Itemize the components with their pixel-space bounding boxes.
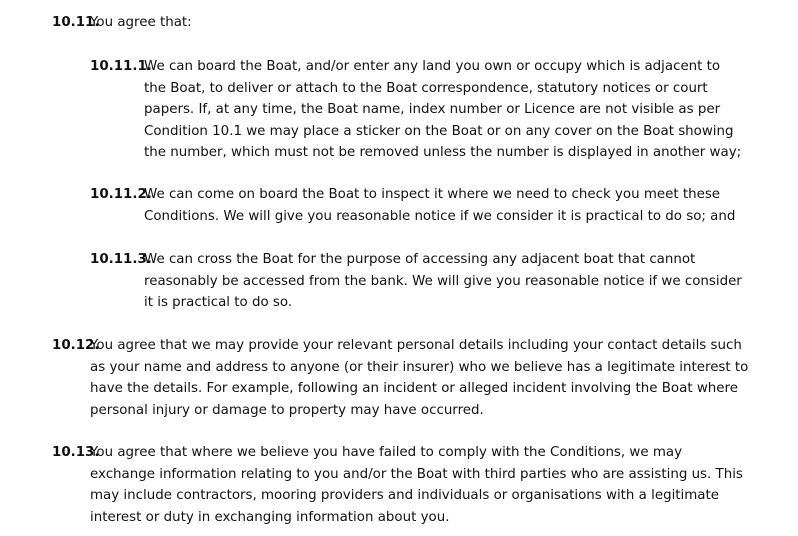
subclause-text [144, 184, 766, 227]
text-line: personal injury or damage to property may have occurred. [90, 402, 484, 418]
text-line: exchange information relating to you and/or the Boat with third parties who are assisting us. This [90, 466, 743, 482]
text-line: the number, which must not be removed unless the number is displayed in another way; [144, 145, 742, 160]
subclause-number: 10.11.1. [90, 59, 152, 74]
text-line: Condition 10.1 we may place a sticker on the Boat or on any cover on the Boat showing [144, 123, 734, 139]
text-line: You agree that we may provide your relevant personal details including your contact details such [90, 338, 742, 353]
clause-text [90, 335, 748, 421]
text-line: have the details. For example, following an incident or alleged incident involving the Boat where [90, 381, 738, 396]
text-line: it is practical to do so. [144, 295, 293, 310]
clause-number: 10.13. [52, 445, 100, 460]
text-line: interest or duty in exchanging information about you. [90, 509, 450, 525]
subclause-number: 10.11.3. [90, 252, 152, 267]
clause-text [90, 442, 743, 528]
text-line: the Boat, to deliver or attach to the Boat correspondence, statutory notices or court [144, 80, 708, 96]
clause-number: 10.11. [52, 15, 100, 30]
clause-text: You agree that: [90, 15, 192, 30]
text-line: We can board the Boat, and/or enter any land you own or occupy which is adjacent to [144, 59, 721, 74]
text-line: Conditions. We will give you reasonable notice if we consider it is practical to do so; and [144, 208, 736, 224]
subclause-text [144, 56, 766, 164]
clause-number: 10.12. [52, 338, 100, 353]
text-line: You agree that where we believe you have failed to comply with the Conditions, we may [90, 445, 683, 460]
text-line: reasonably be accessed from the bank. We will give you reasonable notice if we consider [144, 273, 742, 289]
text-line: We can cross the Boat for the purpose of accessing any adjacent boat that cannot [144, 252, 696, 267]
text-line: as your name and address to anyone (or their insurer) who we believe has a legitimate interest to [90, 359, 749, 375]
text-line: We can come on board the Boat to inspect it where we need to check you meet these [144, 187, 721, 202]
subclause-number: 10.11.2. [90, 187, 152, 202]
subclause-text [144, 249, 766, 314]
text-line: papers. If, at any time, the Boat name, index number or Licence are not visible as per [144, 102, 721, 117]
text-line: may include contractors, mooring providers and individuals or organisations with a legitimate [90, 488, 720, 503]
